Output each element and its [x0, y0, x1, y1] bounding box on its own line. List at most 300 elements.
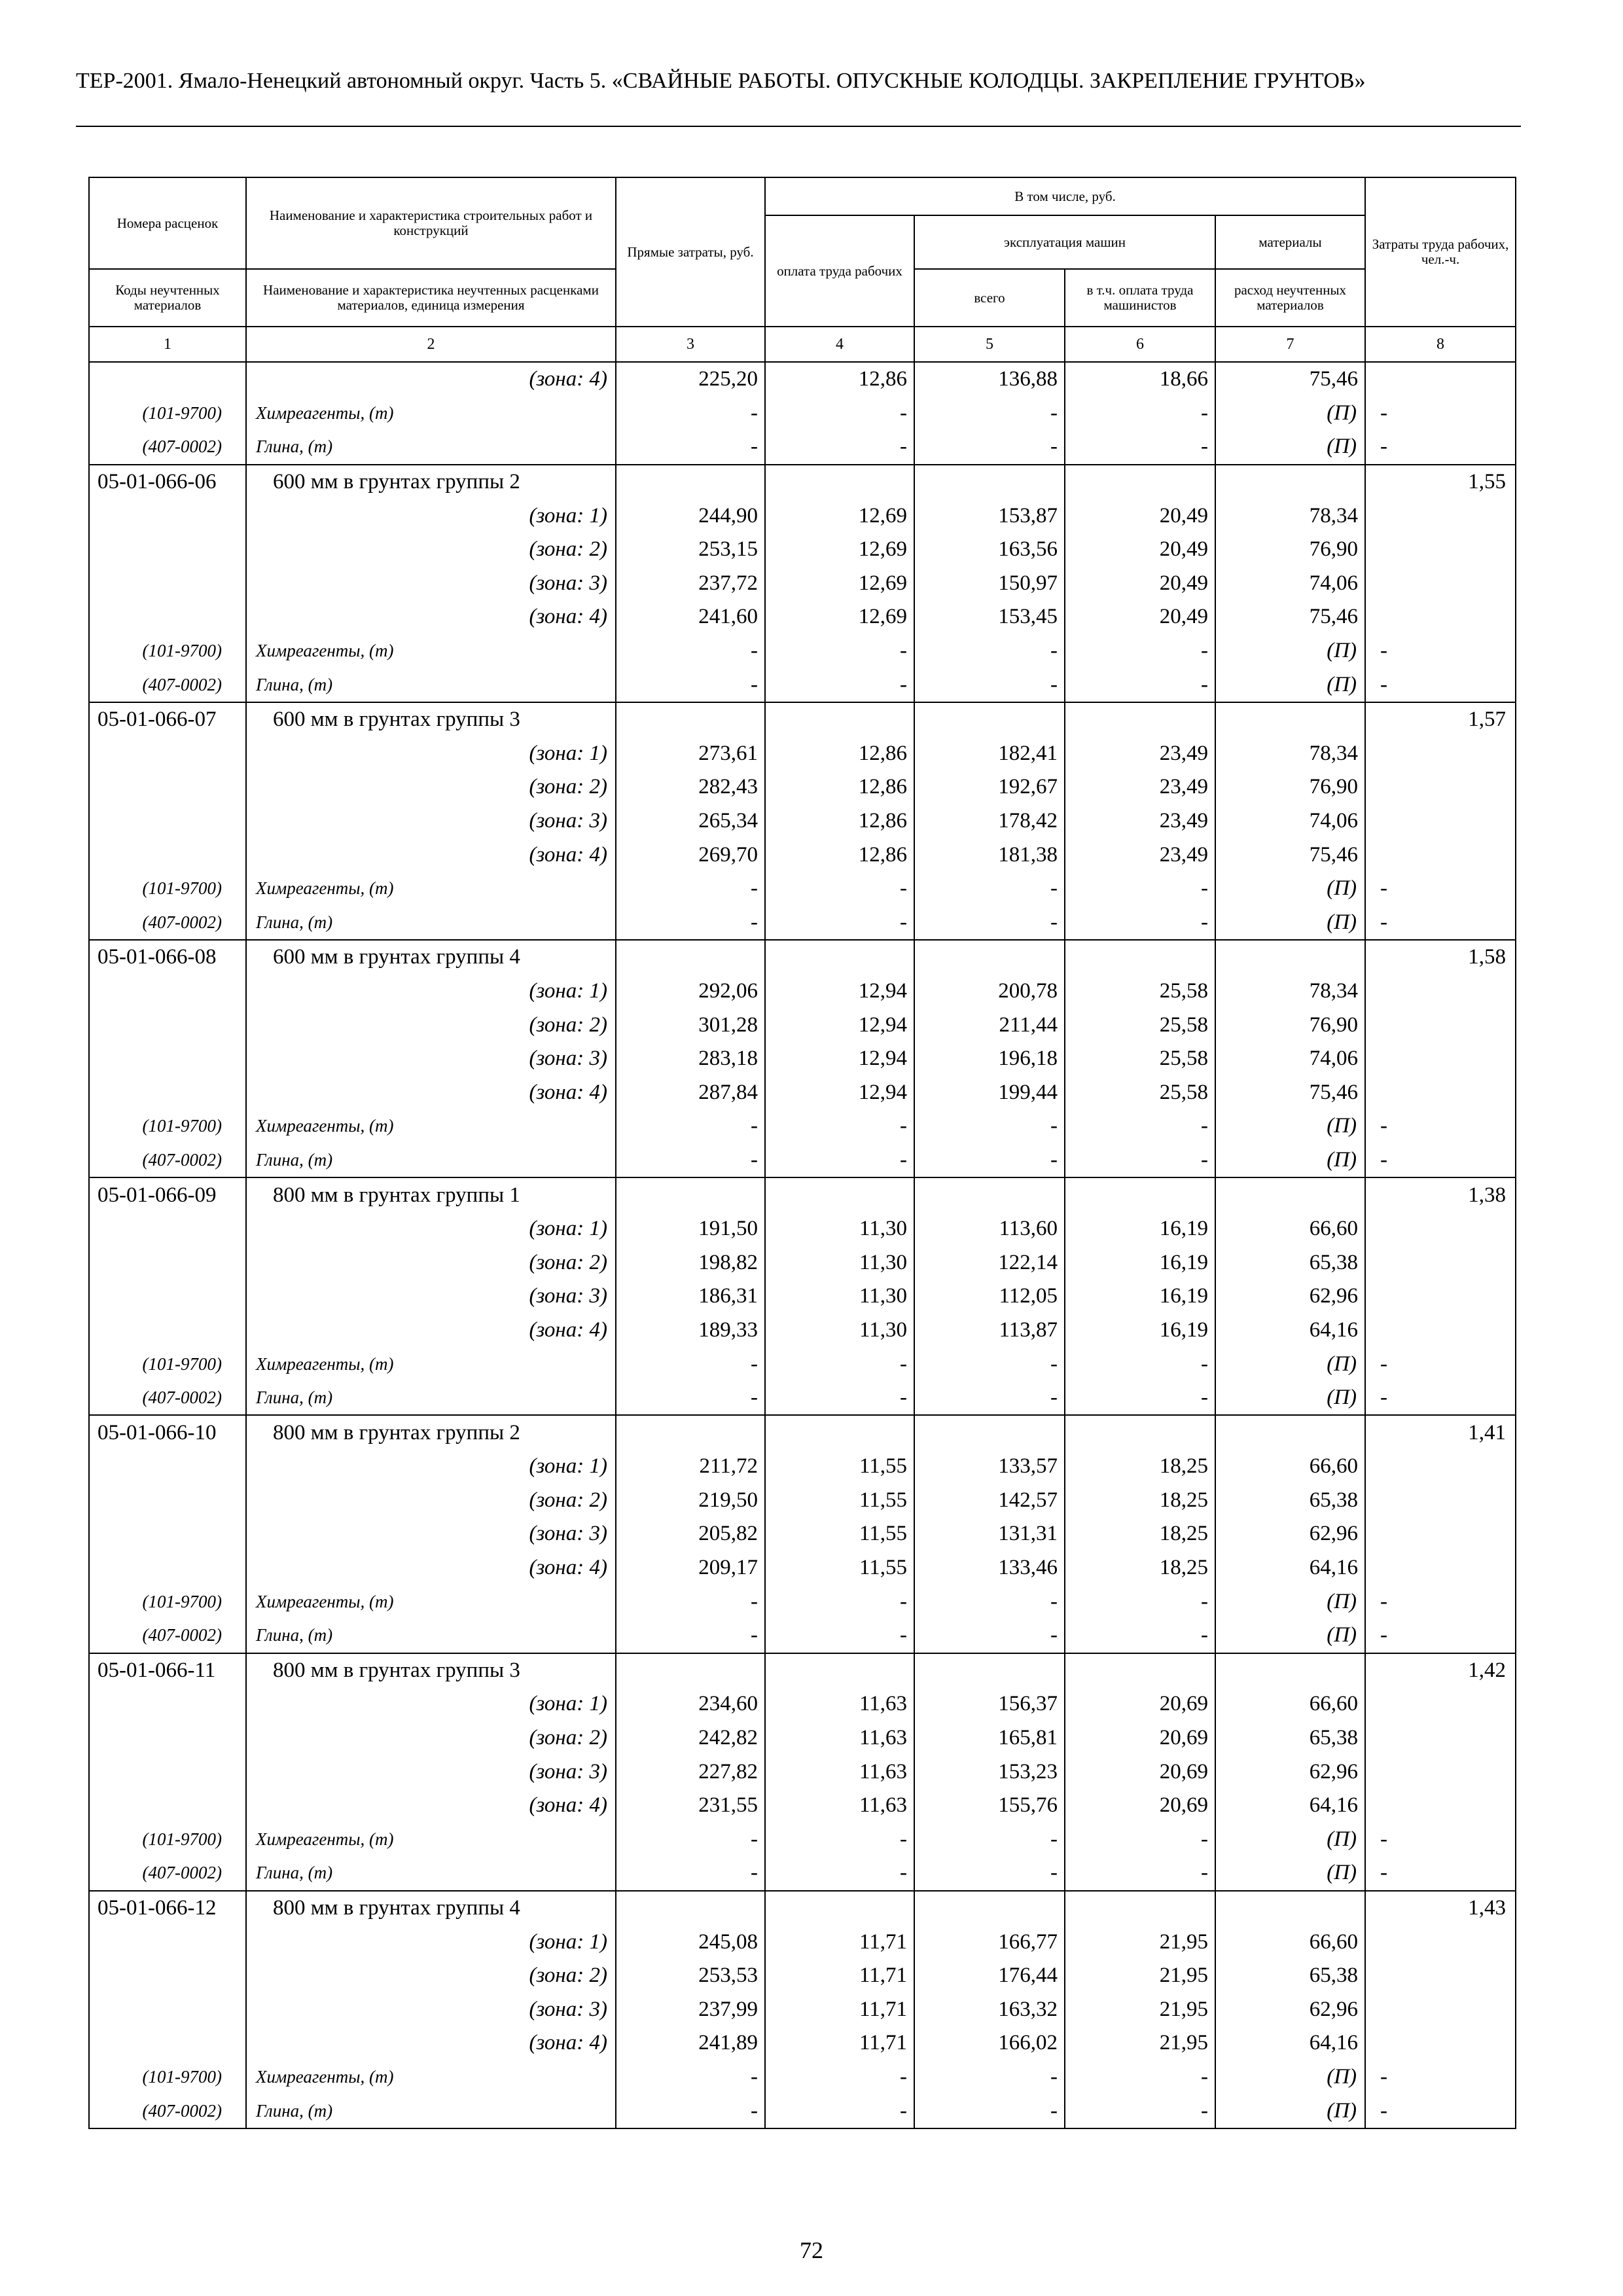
zone-row — [89, 1959, 1516, 1993]
zone-label: (зона: 2) — [246, 1008, 616, 1042]
material-unit: (П) — [1215, 906, 1365, 941]
empty-cell — [765, 1891, 914, 1926]
rate-code: 05-01-066-12 — [89, 1891, 246, 1926]
dash-cell: - — [914, 872, 1065, 906]
zone-row — [89, 1517, 1516, 1551]
empty-cell — [616, 702, 765, 737]
zone-label: (зона: 2) — [246, 1721, 616, 1755]
value-cell: 78,34 — [1215, 737, 1365, 771]
rate-code: 05-01-066-06 — [89, 465, 246, 499]
header-direct-costs: Прямые затраты, руб. — [616, 177, 765, 327]
zone-label: (зона: 3) — [246, 1517, 616, 1551]
value-cell: 23,49 — [1065, 838, 1215, 872]
empty-cell — [89, 1925, 246, 1959]
empty-cell — [1365, 1008, 1516, 1042]
zone-row — [89, 737, 1516, 771]
material-name: Химреагенты, (т) — [246, 872, 616, 906]
value-cell: 176,44 — [914, 1959, 1065, 1993]
empty-cell — [914, 465, 1065, 499]
empty-cell — [616, 1177, 765, 1212]
material-row — [89, 1143, 1516, 1178]
zone-label: (зона: 1) — [246, 1687, 616, 1721]
value-cell: 65,38 — [1215, 1484, 1365, 1518]
material-name: Глина, (т) — [246, 430, 616, 465]
value-cell: 133,46 — [914, 1551, 1065, 1585]
empty-cell — [765, 465, 914, 499]
value-cell: 11,71 — [765, 1925, 914, 1959]
value-cell: 163,56 — [914, 533, 1065, 567]
empty-cell — [1365, 1959, 1516, 1993]
empty-cell — [1215, 1177, 1365, 1212]
material-unit: (П) — [1215, 668, 1365, 702]
material-code: (101-9700) — [89, 2060, 246, 2094]
dash-cell: - — [914, 2094, 1065, 2128]
empty-cell — [1215, 1415, 1365, 1450]
zone-label: (зона: 4) — [246, 1789, 616, 1823]
material-unit: (П) — [1215, 872, 1365, 906]
material-code: (101-9700) — [89, 1347, 246, 1381]
dash-cell: - — [1065, 1585, 1215, 1619]
value-cell: 166,02 — [914, 2026, 1065, 2060]
value-cell: 166,77 — [914, 1925, 1065, 1959]
column-number: 7 — [1215, 327, 1365, 362]
empty-cell — [616, 1653, 765, 1688]
value-cell: 20,69 — [1065, 1721, 1215, 1755]
empty-cell — [765, 1653, 914, 1688]
zone-label: (зона: 4) — [246, 600, 616, 634]
value-cell: 136,88 — [914, 362, 1065, 397]
zone-label: (зона: 1) — [246, 499, 616, 533]
value-cell: 74,06 — [1215, 1042, 1365, 1076]
empty-cell — [1215, 465, 1365, 499]
empty-cell — [89, 2026, 246, 2060]
material-row — [89, 2060, 1516, 2094]
value-cell: 198,82 — [616, 1246, 765, 1280]
value-cell: 253,53 — [616, 1959, 765, 1993]
empty-cell — [89, 1721, 246, 1755]
value-cell: 66,60 — [1215, 1450, 1365, 1484]
value-cell: 12,69 — [765, 567, 914, 601]
dash-cell: - — [1065, 1143, 1215, 1178]
material-name: Химреагенты, (т) — [246, 634, 616, 668]
material-name: Глина, (т) — [246, 1143, 616, 1178]
column-number: 2 — [246, 327, 616, 362]
empty-cell — [89, 1484, 246, 1518]
value-cell: 199,44 — [914, 1075, 1065, 1109]
value-cell: 131,31 — [914, 1517, 1065, 1551]
dash-cell: - — [765, 1823, 914, 1857]
empty-cell — [1365, 1280, 1516, 1314]
dash-cell: - — [1365, 634, 1516, 668]
empty-cell — [89, 533, 246, 567]
empty-cell — [1365, 1993, 1516, 2027]
material-unit: (П) — [1215, 1856, 1365, 1891]
value-cell: 192,67 — [914, 770, 1065, 804]
value-cell: 244,90 — [616, 499, 765, 533]
rate-row — [89, 1653, 1516, 1688]
value-cell: 65,38 — [1215, 1959, 1365, 1993]
rate-code: 05-01-066-11 — [89, 1653, 246, 1688]
empty-cell — [1365, 1755, 1516, 1789]
empty-cell — [1065, 1177, 1215, 1212]
table-body — [89, 362, 1516, 2128]
empty-cell — [1065, 1891, 1215, 1926]
zone-row — [89, 1212, 1516, 1246]
dash-cell: - — [1365, 397, 1516, 431]
value-cell: 237,99 — [616, 1993, 765, 2027]
empty-cell — [1365, 1721, 1516, 1755]
zone-label: (зона: 4) — [246, 362, 616, 397]
value-cell: 209,17 — [616, 1551, 765, 1585]
header-driver-pay: в т.ч. оплата труда машинистов — [1065, 269, 1215, 327]
value-cell: 219,50 — [616, 1484, 765, 1518]
empty-cell — [1365, 838, 1516, 872]
value-cell: 231,55 — [616, 1789, 765, 1823]
empty-cell — [89, 567, 246, 601]
dash-cell: - — [616, 1856, 765, 1891]
material-code: (407-0002) — [89, 1856, 246, 1891]
value-cell: 211,44 — [914, 1008, 1065, 1042]
zone-label: (зона: 4) — [246, 1551, 616, 1585]
value-cell: 62,96 — [1215, 1755, 1365, 1789]
material-code: (101-9700) — [89, 397, 246, 431]
empty-cell — [616, 465, 765, 499]
dash-cell: - — [616, 668, 765, 702]
dash-cell: - — [765, 2094, 914, 2128]
value-cell: 11,55 — [765, 1484, 914, 1518]
value-cell: 21,95 — [1065, 1959, 1215, 1993]
empty-cell — [1065, 940, 1215, 975]
material-row — [89, 668, 1516, 702]
value-cell: 265,34 — [616, 804, 765, 838]
empty-cell — [914, 940, 1065, 975]
empty-cell — [89, 1212, 246, 1246]
zone-row — [89, 1280, 1516, 1314]
value-cell: 12,94 — [765, 1008, 914, 1042]
empty-cell — [89, 770, 246, 804]
empty-cell — [765, 1415, 914, 1450]
dash-cell: - — [1365, 1347, 1516, 1381]
empty-cell — [914, 1891, 1065, 1926]
header-unaccounted-consumption: расход неучтенных материалов — [1215, 269, 1365, 327]
value-cell: 12,94 — [765, 1075, 914, 1109]
zone-row — [89, 838, 1516, 872]
dash-cell: - — [1065, 1619, 1215, 1653]
dash-cell: - — [1365, 1619, 1516, 1653]
zone-label: (зона: 3) — [246, 804, 616, 838]
rate-row — [89, 702, 1516, 737]
material-name: Глина, (т) — [246, 1619, 616, 1653]
empty-cell — [914, 1177, 1065, 1212]
material-name: Химреагенты, (т) — [246, 397, 616, 431]
material-code: (101-9700) — [89, 872, 246, 906]
dash-cell: - — [1065, 1347, 1215, 1381]
zone-row — [89, 1551, 1516, 1585]
dash-cell: - — [1065, 1823, 1215, 1857]
dash-cell: - — [1065, 2094, 1215, 2128]
material-name: Химреагенты, (т) — [246, 1347, 616, 1381]
empty-cell — [89, 1789, 246, 1823]
material-name: Глина, (т) — [246, 1381, 616, 1416]
material-row — [89, 634, 1516, 668]
dash-cell: - — [914, 2060, 1065, 2094]
value-cell: 153,23 — [914, 1755, 1065, 1789]
dash-cell: - — [1365, 906, 1516, 941]
value-cell: 191,50 — [616, 1212, 765, 1246]
empty-cell — [616, 940, 765, 975]
dash-cell: - — [765, 1143, 914, 1178]
zone-label: (зона: 1) — [246, 1925, 616, 1959]
material-unit: (П) — [1215, 2060, 1365, 2094]
value-cell: 20,49 — [1065, 499, 1215, 533]
dash-cell: - — [765, 1585, 914, 1619]
zone-row — [89, 1721, 1516, 1755]
dash-cell: - — [1365, 668, 1516, 702]
material-code: (101-9700) — [89, 1823, 246, 1857]
dash-cell: - — [1065, 397, 1215, 431]
value-cell: 242,82 — [616, 1721, 765, 1755]
rate-row — [89, 1415, 1516, 1450]
value-cell: 75,46 — [1215, 362, 1365, 397]
material-unit: (П) — [1215, 1823, 1365, 1857]
header-worker-pay: оплата труда рабочих — [765, 215, 914, 327]
dash-cell: - — [1365, 2060, 1516, 2094]
empty-cell — [89, 1042, 246, 1076]
empty-cell — [89, 1959, 246, 1993]
material-code: (101-9700) — [89, 1585, 246, 1619]
empty-cell — [89, 1280, 246, 1314]
labor-cost: 1,41 — [1365, 1415, 1516, 1450]
dash-cell: - — [1065, 430, 1215, 465]
zone-label: (зона: 3) — [246, 1280, 616, 1314]
value-cell: 12,86 — [765, 804, 914, 838]
value-cell: 11,30 — [765, 1280, 914, 1314]
zone-row — [89, 804, 1516, 838]
dash-cell: - — [1365, 1856, 1516, 1891]
title-rule — [76, 126, 1521, 127]
value-cell: 62,96 — [1215, 1517, 1365, 1551]
value-cell: 76,90 — [1215, 1008, 1365, 1042]
empty-cell — [914, 1415, 1065, 1450]
value-cell: 196,18 — [914, 1042, 1065, 1076]
material-row — [89, 1109, 1516, 1143]
dash-cell: - — [616, 634, 765, 668]
empty-cell — [1365, 975, 1516, 1009]
rate-code: 05-01-066-10 — [89, 1415, 246, 1450]
material-code: (407-0002) — [89, 2094, 246, 2128]
zone-label: (зона: 2) — [246, 1959, 616, 1993]
value-cell: 153,87 — [914, 499, 1065, 533]
empty-cell — [765, 1177, 914, 1212]
empty-cell — [89, 1551, 246, 1585]
empty-cell — [89, 1687, 246, 1721]
value-cell: 12,86 — [765, 362, 914, 397]
value-cell: 74,06 — [1215, 804, 1365, 838]
dash-cell: - — [616, 1109, 765, 1143]
material-row — [89, 397, 1516, 431]
zone-label: (зона: 4) — [246, 2026, 616, 2060]
value-cell: 245,08 — [616, 1925, 765, 1959]
value-cell: 21,95 — [1065, 1925, 1215, 1959]
value-cell: 25,58 — [1065, 975, 1215, 1009]
empty-cell — [89, 737, 246, 771]
value-cell: 12,69 — [765, 533, 914, 567]
dash-cell: - — [1365, 1143, 1516, 1178]
empty-cell — [1365, 600, 1516, 634]
dash-cell: - — [616, 430, 765, 465]
dash-cell: - — [1365, 2094, 1516, 2128]
value-cell: 76,90 — [1215, 533, 1365, 567]
empty-cell — [89, 838, 246, 872]
material-unit: (П) — [1215, 2094, 1365, 2128]
empty-cell — [1365, 362, 1516, 397]
value-cell: 20,49 — [1065, 600, 1215, 634]
value-cell: 23,49 — [1065, 804, 1215, 838]
material-row — [89, 906, 1516, 941]
header-materials: материалы — [1215, 215, 1365, 269]
material-name: Глина, (т) — [246, 1856, 616, 1891]
value-cell: 234,60 — [616, 1687, 765, 1721]
empty-cell — [89, 1314, 246, 1348]
value-cell: 12,69 — [765, 600, 914, 634]
value-cell: 11,71 — [765, 1959, 914, 1993]
empty-cell — [1065, 1653, 1215, 1688]
empty-cell — [1365, 1075, 1516, 1109]
material-code: (407-0002) — [89, 1143, 246, 1178]
value-cell: 12,69 — [765, 499, 914, 533]
value-cell: 25,58 — [1065, 1008, 1215, 1042]
value-cell: 12,94 — [765, 975, 914, 1009]
value-cell: 75,46 — [1215, 600, 1365, 634]
empty-cell — [89, 362, 246, 397]
dash-cell: - — [1065, 1109, 1215, 1143]
zone-row — [89, 1246, 1516, 1280]
empty-cell — [765, 702, 914, 737]
zone-row — [89, 1042, 1516, 1076]
zone-row — [89, 1075, 1516, 1109]
zone-label: (зона: 2) — [246, 1246, 616, 1280]
empty-cell — [1215, 702, 1365, 737]
dash-cell: - — [616, 872, 765, 906]
dash-cell: - — [616, 397, 765, 431]
empty-cell — [89, 499, 246, 533]
material-unit: (П) — [1215, 1381, 1365, 1416]
dash-cell: - — [1065, 872, 1215, 906]
empty-cell — [914, 1653, 1065, 1688]
value-cell: 25,58 — [1065, 1042, 1215, 1076]
value-cell: 122,14 — [914, 1246, 1065, 1280]
value-cell: 241,89 — [616, 2026, 765, 2060]
empty-cell — [1365, 1246, 1516, 1280]
value-cell: 163,32 — [914, 1993, 1065, 2027]
header-unaccounted-names: Наименование и характеристика неучтенных расценками материалов, единица измерения — [246, 269, 616, 327]
zone-row — [89, 770, 1516, 804]
dash-cell: - — [616, 1381, 765, 1416]
dash-cell: - — [1365, 1109, 1516, 1143]
dash-cell: - — [765, 1109, 914, 1143]
dash-cell: - — [616, 1823, 765, 1857]
value-cell: 155,76 — [914, 1789, 1065, 1823]
column-number: 5 — [914, 327, 1065, 362]
labor-cost: 1,38 — [1365, 1177, 1516, 1212]
material-name: Химреагенты, (т) — [246, 2060, 616, 2094]
dash-cell: - — [1365, 1585, 1516, 1619]
value-cell: 18,25 — [1065, 1484, 1215, 1518]
material-code: (407-0002) — [89, 906, 246, 941]
dash-cell: - — [616, 1585, 765, 1619]
value-cell: 75,46 — [1215, 838, 1365, 872]
material-name: Химреагенты, (т) — [246, 1823, 616, 1857]
material-row — [89, 872, 1516, 906]
empty-cell — [1065, 702, 1215, 737]
material-code: (101-9700) — [89, 1109, 246, 1143]
dash-cell: - — [616, 2094, 765, 2128]
zone-label: (зона: 2) — [246, 770, 616, 804]
value-cell: 66,60 — [1215, 1212, 1365, 1246]
material-code: (407-0002) — [89, 430, 246, 465]
zone-label: (зона: 1) — [246, 737, 616, 771]
value-cell: 16,19 — [1065, 1212, 1215, 1246]
rates-table — [88, 177, 1516, 2129]
value-cell: 76,90 — [1215, 770, 1365, 804]
column-number: 1 — [89, 327, 246, 362]
zone-row — [89, 1008, 1516, 1042]
material-unit: (П) — [1215, 1109, 1365, 1143]
empty-cell — [1365, 499, 1516, 533]
material-name: Химреагенты, (т) — [246, 1585, 616, 1619]
empty-cell — [89, 804, 246, 838]
value-cell: 287,84 — [616, 1075, 765, 1109]
rate-row — [89, 465, 1516, 499]
material-name: Глина, (т) — [246, 668, 616, 702]
material-row — [89, 1619, 1516, 1653]
dash-cell: - — [765, 1381, 914, 1416]
zone-row — [89, 533, 1516, 567]
value-cell: 200,78 — [914, 975, 1065, 1009]
empty-cell — [765, 940, 914, 975]
value-cell: 25,58 — [1065, 1075, 1215, 1109]
dash-cell: - — [1065, 668, 1215, 702]
table-header — [89, 177, 1516, 362]
dash-cell: - — [914, 1109, 1065, 1143]
material-unit: (П) — [1215, 397, 1365, 431]
value-cell: 20,69 — [1065, 1755, 1215, 1789]
zone-label: (зона: 4) — [246, 1075, 616, 1109]
rate-code: 05-01-066-08 — [89, 940, 246, 975]
value-cell: 20,49 — [1065, 567, 1215, 601]
value-cell: 78,34 — [1215, 499, 1365, 533]
empty-cell — [89, 1075, 246, 1109]
rate-name: 800 мм в грунтах группы 4 — [246, 1891, 616, 1926]
value-cell: 62,96 — [1215, 1993, 1365, 2027]
dash-cell: - — [616, 1347, 765, 1381]
dash-cell: - — [914, 1143, 1065, 1178]
value-cell: 11,30 — [765, 1314, 914, 1348]
column-number: 8 — [1365, 327, 1516, 362]
dash-cell: - — [914, 906, 1065, 941]
material-unit: (П) — [1215, 430, 1365, 465]
value-cell: 225,20 — [616, 362, 765, 397]
rate-row — [89, 1177, 1516, 1212]
value-cell: 20,69 — [1065, 1789, 1215, 1823]
dash-cell: - — [616, 1619, 765, 1653]
value-cell: 64,16 — [1215, 1789, 1365, 1823]
value-cell: 12,86 — [765, 737, 914, 771]
column-number: 6 — [1065, 327, 1215, 362]
rates-table-wrapper — [88, 177, 1516, 2129]
value-cell: 12,86 — [765, 838, 914, 872]
empty-cell — [616, 1415, 765, 1450]
